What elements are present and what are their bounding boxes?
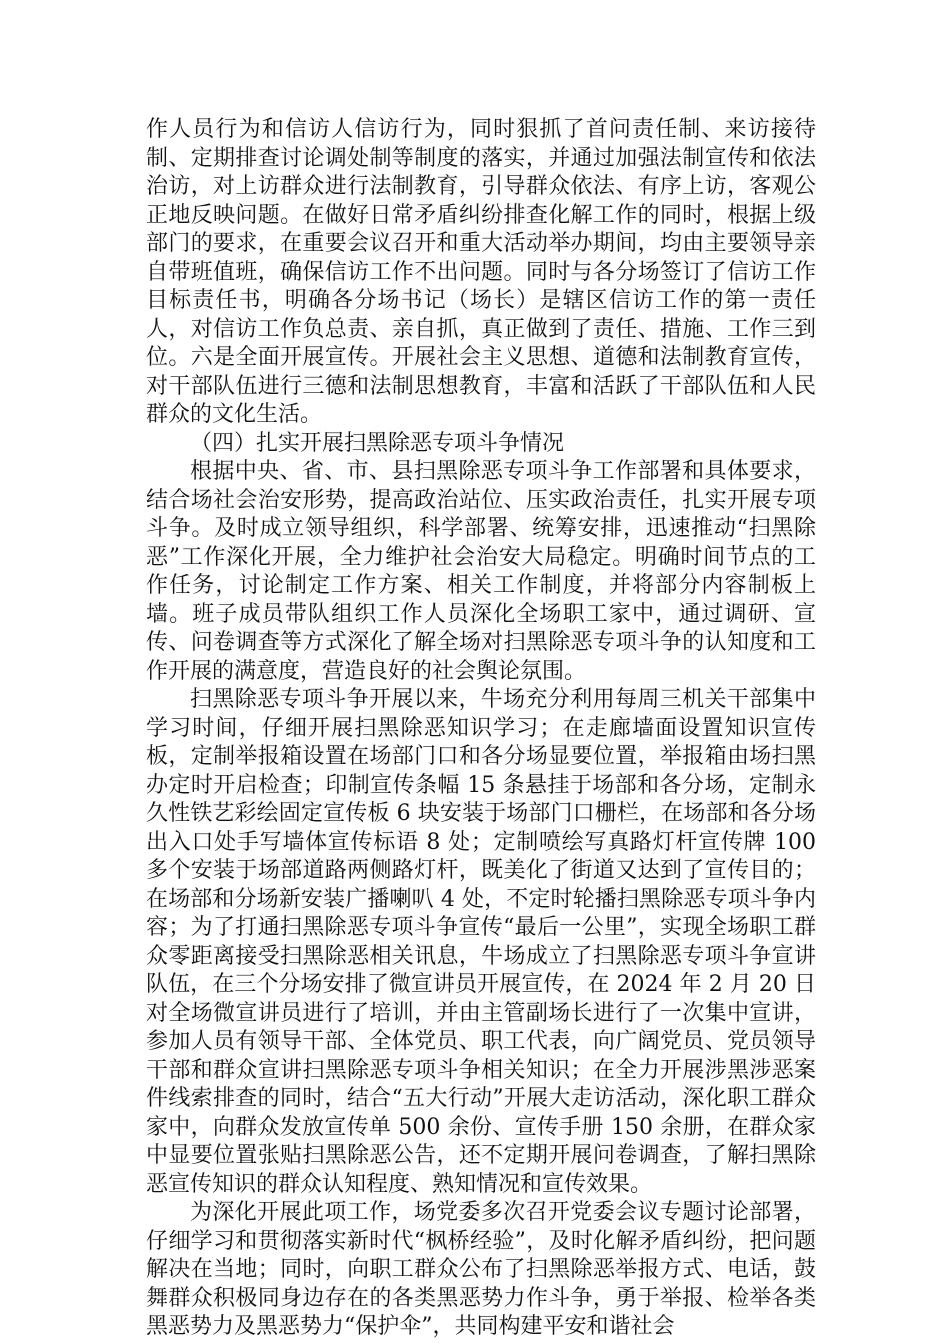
paragraph-party-committee: 为深化开展此项工作，场党委多次召开党委会议专题讨论部署，仔细学习和贯彻落实新时代“枫桥经验”，及时化解矛盾纠纷，把问题解决在当地；同时，向职工群众公布了扫黑除恶举报方式、电话，鼓舞群众积极同身边存在的各类黑恶势力作斗争，勇于举报、检举各类黑恶势力及黑恶势力“保护伞”，共同构建平安和谐社会 (146, 1200, 816, 1339)
paragraph-publicity-measures: 扫黑除恶专项斗争开展以来，牛场充分利用每周三机关干部集中学习时间，仔细开展扫黑除恶知识学习；在走廊墙面设置知识宣传板，定制举报箱设置在场部门口和各分场显要位置，举报箱由场扫黑办定时开启检查；印制宣传条幅 15 条悬挂于场部和各分场，定制永久性铁艺彩绘固定宣传板 6 块安装于场部门口栅栏，在场部和各分场出入口处手写墙体宣传标语 8 处；定制喷绘写真路灯杆宣传牌 100 多个安装于场部道路两侧路灯杆，既美化了街道又达到了宣传目的；在场部和分场新安装广播喇叭 4 处，不定时轮播扫黑除恶专项斗争内容；为了打通扫黑除恶专项斗争宣传“最后一公里”，实现全场职工群众零距离接受扫黑除恶相关讯息，牛场成立了扫黑除恶专项斗争宣讲队伍，在三个分场安排了微宣讲员开展宣传，在 2024 年 2 月 20 日对全场微宣讲员进行了培训，并由主管副场长进行了一次集中宣讲，参加人员有领导干部、全体党员、职工代表，向广阔党员、党员领导干部和群众宣讲扫黑除恶专项斗争相关知识；在全力开展涉黑涉恶案件线索排查的同时，结合“五大行动”开展大走访活动，深化职工群众家中，向群众发放宣传单 500 余份、宣传手册 150 余册，在群众家中显要位置张贴扫黑除恶公告，还不定期开展问卷调查，了解扫黑除恶宣传知识的群众认知程度、熟知情况和宣传效果。 (146, 687, 816, 1197)
paragraph-petition-work: 作人员行为和信访人信访行为，同时狠抓了首问责任制、来访接待制、定期排查讨论调处制等制度的落实，并通过加强法制宣传和依法治访，对上访群众进行法制教育，引导群众依法、有序上访，客观公正地反映问题。在做好日常矛盾纠纷排查化解工作的同时，根据上级部门的要求，在重要会议召开和重大活动举办期间，均由主要领导亲自带班值班，确保信访工作不出问题。同时与各分场签订了信访工作目标责任书，明确各分场书记（场长）是辖区信访工作的第一责任人，对信访工作负总责、亲自抓，真正做到了责任、措施、工作三到位。六是全面开展宣传。开展社会主义思想、道德和法制教育宣传，对干部队伍进行三德和法制思想教育，丰富和活跃了干部队伍和人民群众的文化生活。 (146, 117, 816, 427)
section-heading-anti-crime: （四）扎实开展扫黑除恶专项斗争情况 (190, 430, 565, 456)
paragraph-campaign-deployment: 根据中央、省、市、县扫黑除恶专项斗争工作部署和具体要求，结合场社会治安形势，提高政治站位、压实政治责任，扎实开展专项斗争。及时成立领导组织，科学部署、统筹安排，迅速推动“扫黑除恶”工作深化开展，全力维护社会治安大局稳定。明确时间节点的工作任务，讨论制定工作方案、相关工作制度，并将部分内容制板上墙。班子成员带队组织工作人员深化全场职工家中，通过调研、宣传、问卷调查等方式深化了解全场对扫黑除恶专项斗争的认知度和工作开展的满意度，营造良好的社会舆论氛围。 (146, 459, 816, 684)
document-body (146, 116, 816, 1342)
